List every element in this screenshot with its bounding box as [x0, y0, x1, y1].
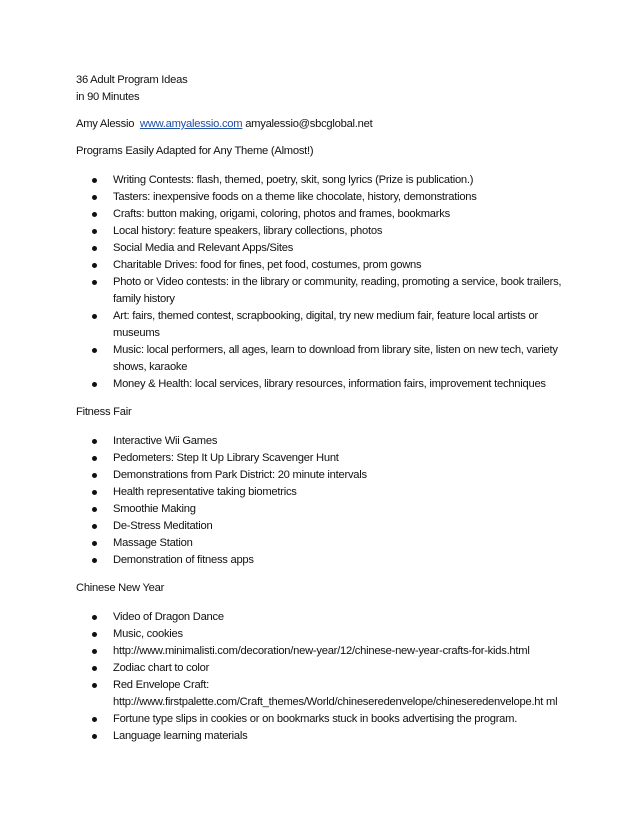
list-item: Red Envelope Craft: http://www.firstpalette.com/Craft_themes/World/chineseredenvelope/chineseredenvelope.ht ml: [76, 677, 568, 711]
list-item: Demonstrations from Park District: 20 minute intervals: [76, 467, 568, 484]
intro-heading: Programs Easily Adapted for Any Theme (Almost!): [76, 145, 314, 157]
list-item: Demonstration of fitness apps: [76, 552, 568, 569]
document-title-line-1: 36 Adult Program Ideas: [76, 74, 188, 86]
document-body: [76, 72, 568, 756]
list-item: Social Media and Relevant Apps/Sites: [76, 240, 568, 257]
section-title-fitness-fair: Fitness Fair: [76, 406, 132, 418]
list-item: Writing Contests: flash, themed, poetry, skit, song lyrics (Prize is publication.): [76, 172, 568, 189]
list-item: Language learning materials: [76, 728, 568, 745]
list-item: Tasters: inexpensive foods on a theme like chocolate, history, demonstrations: [76, 189, 568, 206]
fitness-fair-list: [76, 433, 568, 569]
list-item: Massage Station: [76, 535, 568, 552]
author-email: amyalessio@sbcglobal.net: [245, 118, 373, 130]
list-item: Photo or Video contests: in the library or community, reading, promoting a service, book trailers, family history: [76, 274, 568, 308]
list-item: Fortune type slips in cookies or on bookmarks stuck in books advertising the program.: [76, 711, 568, 728]
section-title-chinese-new-year: Chinese New Year: [76, 582, 165, 594]
chinese-new-year-list: [76, 609, 568, 745]
list-item: Charitable Drives: food for fines, pet food, costumes, prom gowns: [76, 257, 568, 274]
list-item: Interactive Wii Games: [76, 433, 568, 450]
list-item: Zodiac chart to color: [76, 660, 568, 677]
list-item: Music: local performers, all ages, learn to download from library site, listen on new tech, variety shows, karaoke: [76, 342, 568, 376]
list-item: De-Stress Meditation: [76, 518, 568, 535]
list-item: http://www.minimalisti.com/decoration/new-year/12/chinese-new-year-crafts-for-kids.html: [76, 643, 568, 660]
list-item: Art: fairs, themed contest, scrapbooking, digital, try new medium fair, feature local artists or museums: [76, 308, 568, 342]
list-item: Smoothie Making: [76, 501, 568, 518]
list-item: Video of Dragon Dance: [76, 609, 568, 626]
general-programs-list: [76, 172, 568, 393]
list-item: Music, cookies: [76, 626, 568, 643]
list-item: Local history: feature speakers, library collections, photos: [76, 223, 568, 240]
author-name: Amy Alessio: [76, 118, 135, 130]
author-website-link[interactable]: www.amyalessio.com: [139, 118, 243, 130]
document-title-line-2: in 90 Minutes: [76, 91, 140, 103]
list-item: Money & Health: local services, library resources, information fairs, improvement techniques: [76, 376, 568, 393]
list-item: Pedometers: Step It Up Library Scavenger Hunt: [76, 450, 568, 467]
list-item: Crafts: button making, origami, coloring, photos and frames, bookmarks: [76, 206, 568, 223]
list-item: Health representative taking biometrics: [76, 484, 568, 501]
author-line: [76, 116, 568, 133]
